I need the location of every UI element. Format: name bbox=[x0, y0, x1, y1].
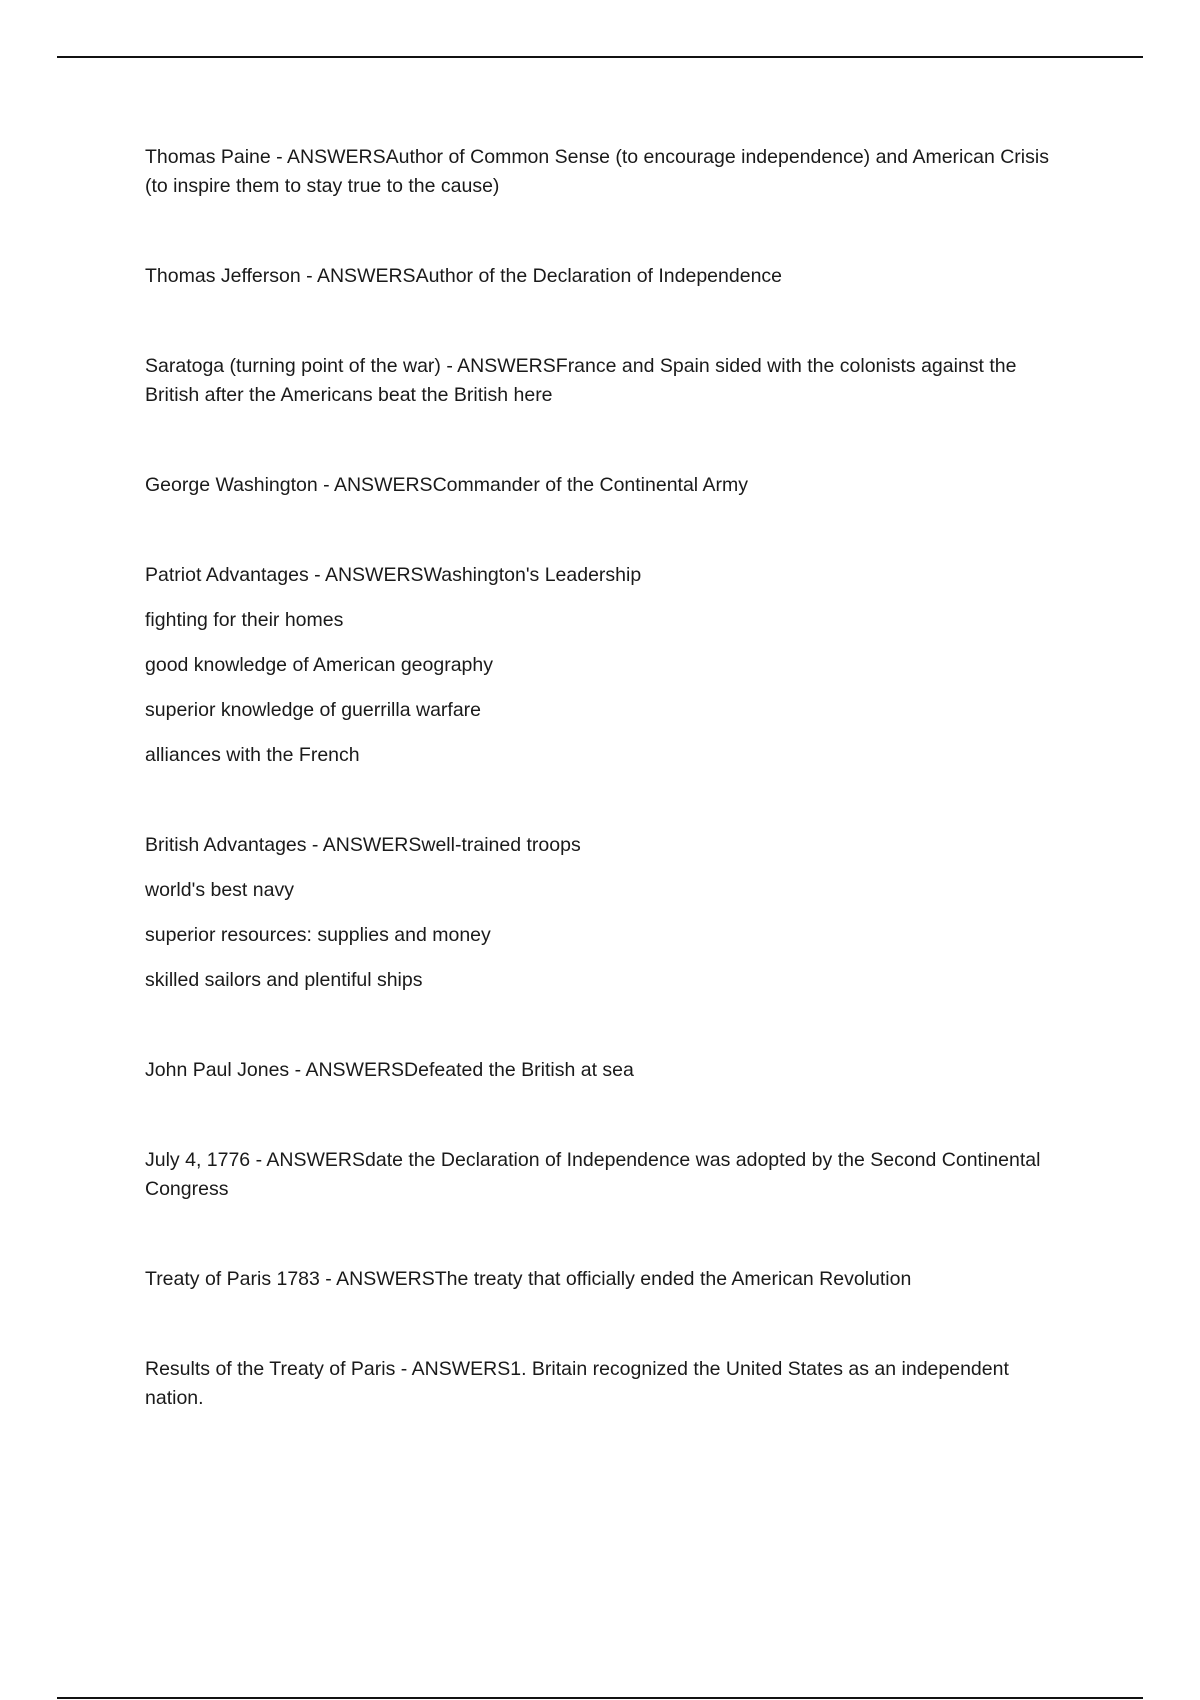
entry-term: Treaty of Paris 1783 bbox=[145, 1268, 320, 1290]
entry-answer: The treaty that officially ended the American Revolution bbox=[434, 1268, 912, 1290]
entry-answer: 1. Britain recognized the United States as an independent nation. bbox=[145, 1358, 1009, 1409]
footer-rule bbox=[57, 1697, 1143, 1699]
entry-extra-line: superior resources: supplies and money bbox=[145, 924, 491, 946]
entry-term: Thomas Jefferson bbox=[145, 265, 301, 287]
entry-answer: date the Declaration of Independence was adopted by the Second Continental Congress bbox=[145, 1149, 1041, 1200]
qa-entry bbox=[145, 1355, 1065, 1413]
entry-separator: - ANSWERS bbox=[317, 474, 433, 496]
entry-term: George Washington bbox=[145, 474, 318, 496]
entry-extra-line: good knowledge of American geography bbox=[145, 654, 493, 676]
entry-extra-line: skilled sailors and plentiful ships bbox=[145, 969, 423, 991]
qa-entry bbox=[145, 831, 1065, 995]
entry-term: Thomas Paine bbox=[145, 146, 271, 168]
qa-entry bbox=[145, 471, 1065, 500]
entry-separator: - ANSWERS bbox=[270, 146, 386, 168]
entry-separator: - ANSWERS bbox=[395, 1358, 511, 1380]
qa-entry bbox=[145, 1146, 1065, 1204]
entry-separator: - ANSWERS bbox=[440, 355, 556, 377]
entry-term: Saratoga (turning point of the war) bbox=[145, 355, 441, 377]
qa-entry bbox=[145, 561, 1065, 770]
entry-term: John Paul Jones bbox=[145, 1059, 290, 1081]
entry-separator: - ANSWERS bbox=[306, 834, 422, 856]
entry-answer: Author of the Declaration of Independence bbox=[415, 265, 783, 287]
qa-entry bbox=[145, 143, 1065, 201]
qa-entry bbox=[145, 352, 1065, 410]
document-body bbox=[145, 143, 1065, 1474]
entry-answer: Commander of the Continental Army bbox=[432, 474, 748, 496]
entry-separator: - ANSWERS bbox=[308, 564, 424, 586]
header-rule bbox=[57, 56, 1143, 58]
entry-answer: Author of Common Sense (to encourage independence) and American Crisis (to inspire them to stay true to the cause) bbox=[145, 146, 1049, 197]
qa-entry bbox=[145, 1265, 1065, 1294]
entry-separator: - ANSWERS bbox=[319, 1268, 435, 1290]
entry-term: Patriot Advantages bbox=[145, 564, 309, 586]
entry-extra-line: alliances with the French bbox=[145, 744, 360, 766]
entry-extra-line: fighting for their homes bbox=[145, 609, 344, 631]
entry-term: Results of the Treaty of Paris bbox=[145, 1358, 396, 1380]
entry-extra-line: world's best navy bbox=[145, 879, 294, 901]
entry-term: July 4, 1776 bbox=[145, 1149, 251, 1171]
entry-answer: France and Spain sided with the colonists against the British after the Americans beat the British here bbox=[145, 355, 1017, 406]
entry-separator: - ANSWERS bbox=[250, 1149, 366, 1171]
entry-answer: well-trained troops bbox=[421, 834, 581, 856]
entry-extra-line: superior knowledge of guerrilla warfare bbox=[145, 699, 482, 721]
entry-separator: - ANSWERS bbox=[289, 1059, 405, 1081]
qa-entry bbox=[145, 262, 1065, 291]
entry-term: British Advantages bbox=[145, 834, 307, 856]
entry-separator: - ANSWERS bbox=[300, 265, 416, 287]
entry-answer: Washington's Leadership bbox=[423, 564, 642, 586]
entry-answer: Defeated the British at sea bbox=[404, 1059, 634, 1081]
qa-entry bbox=[145, 1056, 1065, 1085]
